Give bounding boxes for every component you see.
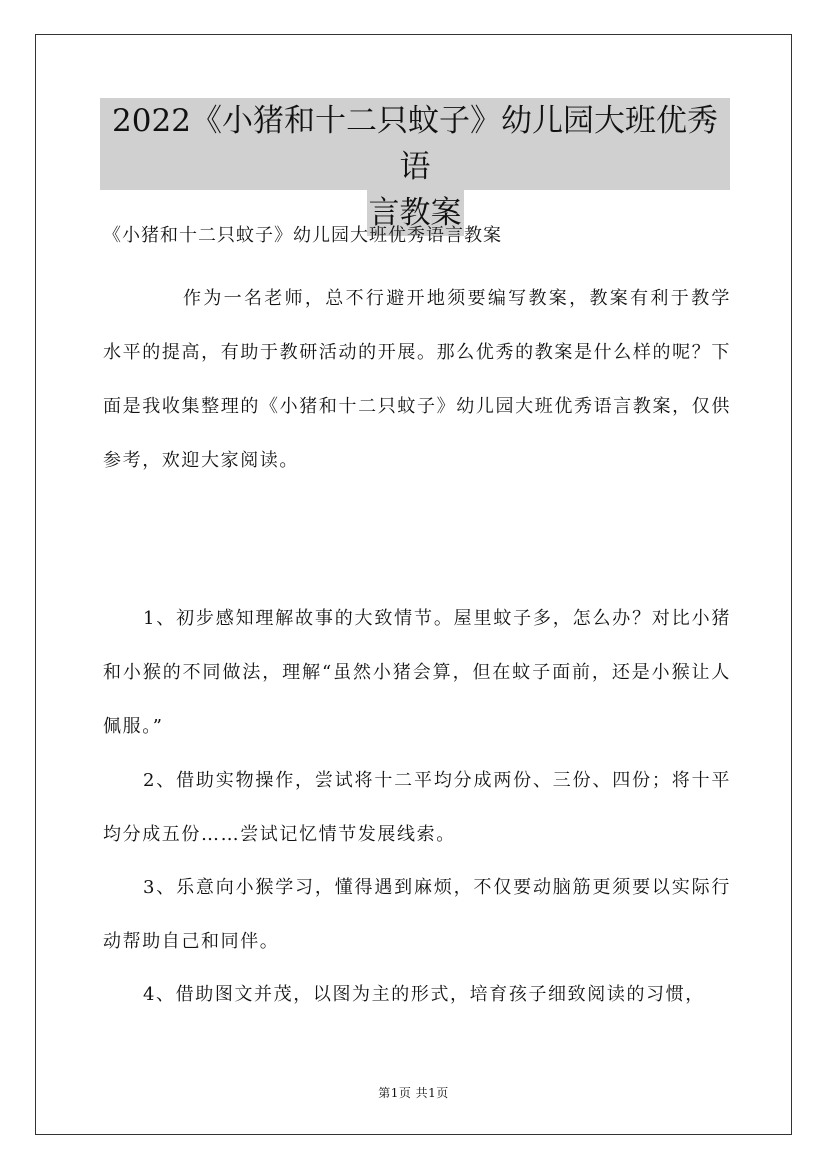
list-item: 3、乐意向小猴学习，懂得遇到麻烦，不仅要动脑筋更须要以实际行动帮助自己和同伴。 xyxy=(103,877,731,952)
list-item: 1、初步感知理解故事的大致情节。屋里蚊子多，怎么办？对比小猪和小猴的不同做法，理解“虽然小猪会算，但在蚊子面前，还是小猴让人佩服。” xyxy=(103,608,731,737)
list-item: 2、借助实物操作，尝试将十二平均分成两份、三份、四份；将十平均分成五份……尝试记忆情节发展线索。 xyxy=(103,770,731,845)
document-title xyxy=(100,98,730,236)
intro-paragraph: 作为一名老师，总不行避开地须要编写教案，教案有利于教学水平的提高，有助于教研活动的开展。那么优秀的教案是什么样的呢？下面是我收集整理的《小猪和十二只蚊子》幼儿园大班优秀语言教案，仅供参考，欢迎大家阅读。 xyxy=(103,288,731,471)
list-item: 4、借助图文并茂，以图为主的形式，培育孩子细致阅读的习惯， xyxy=(143,984,705,1005)
page-footer: 第1页 共1页 xyxy=(378,1086,449,1100)
title-line-1: 2022《小猪和十二只蚊子》幼儿园大班优秀语 xyxy=(100,98,730,190)
document-subtitle: 《小猪和十二只蚊子》幼儿园大班优秀语言教案 xyxy=(103,225,502,246)
title-line-2: 言教案 xyxy=(367,190,464,236)
